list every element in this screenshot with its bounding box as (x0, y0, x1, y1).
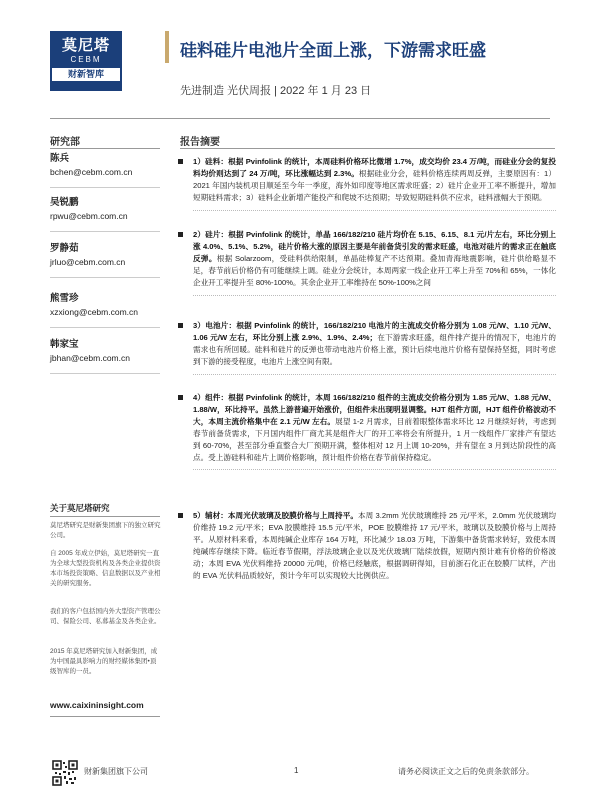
analyst-divider (50, 148, 160, 149)
analyst-card (50, 196, 160, 232)
about-paragraph: 2015 年莫尼塔研究加入财新集团，成为中国最具影响力的财经媒体集团•顶级智库的一员。 (50, 648, 158, 675)
summary-item-auxiliary (178, 510, 556, 581)
analyst-heading: 研究部 (50, 137, 80, 148)
website-link[interactable]: www.caixininsight.com (50, 700, 144, 710)
summary-text (193, 156, 556, 204)
summary-body: 根据硅业分会，硅料价格连续两周反弹，主要原因有：1）2021 年国内装机项目顺延至今年一季度，海外如印度等地区需求旺盛；2）硅片企业开工率不断提升，增加短期硅料需求；3）硅料企业新增产能投产和爬坡不达预期；导致短期硅料供不应求，硅料涨幅大于预期。 (193, 168, 556, 202)
header-divider (50, 118, 550, 119)
analyst-email[interactable]: jrluo@cebm.com.cn (50, 257, 126, 267)
summary-separator (193, 210, 556, 211)
analyst-card (50, 242, 160, 278)
summary-lead: 3）电池片：根据 Pvinfolink 的统计，166/182/210 电池片的主流成交价格分别为 1.08 元/W、1.10 元/W、1.06 元/W 左右，环比分别上涨 2.9%、1.9%、2.4%； (193, 321, 556, 342)
summary-separator (193, 374, 556, 375)
website-divider (50, 716, 160, 717)
bullet-icon (178, 323, 183, 328)
about-paragraph: 莫尼塔研究是财新集团旗下的独立研究公司。 (50, 522, 161, 539)
summary-text (193, 510, 556, 581)
page-number: 1 (294, 766, 299, 775)
about-paragraph: 我们的客户包括国内外大型资产管理公司、保险公司、私募基金及各类企业。 (50, 608, 161, 625)
analyst-separator (50, 327, 160, 328)
logo-sub: 财新智库 (52, 68, 120, 81)
summary-lead: 1）硅料：根据 Pvinfolink 的统计，本周硅料价格环比微增 1.7%，成交均价 23.4 万/吨，而硅业分会的复投料均价则达到了 24 万/吨，环比涨幅达到 2.3%。 (193, 157, 556, 178)
summary-item-silicon (178, 156, 556, 211)
about-paragraph: 自 2005 年成立伊始，莫尼塔研究一直为全球大型投资机构及各类企业提供资本市场投资策略、信息数据以及产业相关的研究服务。 (50, 550, 161, 587)
summary-item-module (178, 392, 556, 470)
analyst-name: 吴锐鹏 (50, 197, 79, 208)
bullet-icon (178, 159, 183, 164)
logo-en: CEBM (70, 55, 102, 64)
analyst-card (50, 152, 160, 188)
bullet-icon (178, 395, 183, 400)
summary-body: 展望 1-2 月需求，目前着眼整体需求环比 12 月继续好转，考虑到春节前备货需求，下月国内组件厂商尤其是组件大厂的开工率将会有所提升，1 月一线组件厂家排产有望达到 60-70%，甚至部分垂直整合大厂预期开满，整体相对 12 月上调 10-20%，并有望在 3 月到达阶段性的高点。受上游硅料和硅片上调价格影响，预计组件价格在春节前保持稳定。 (193, 416, 556, 462)
analyst-email[interactable]: rpwu@cebm.com.cn (50, 211, 128, 221)
logo-cn: 莫尼塔 (61, 37, 110, 54)
summary-heading: 报告摘要 (180, 137, 220, 148)
summary-body: 在下游需求旺盛，组件排产提升的情况下，电池片的需求也有所回暖。硅料和硅片的反弹也带动电池片价格上涨，预计后续电池片价格有望保持坚挺，同时考虑到下游的接受程度，电池片上涨空间有限。 (193, 332, 556, 366)
company-logo (50, 31, 122, 91)
about-divider (50, 516, 160, 517)
analyst-email[interactable]: xzxiong@cebm.com.cn (50, 307, 138, 317)
summary-text (193, 320, 556, 368)
qr-code-icon (52, 760, 78, 786)
bullet-icon (178, 513, 183, 518)
title-accent-bar (165, 31, 169, 63)
report-subtitle: 先进制造 光伏周报 | 2022 年 1 月 23 日 (180, 85, 372, 97)
analyst-name: 韩家宝 (50, 339, 79, 350)
analyst-name: 罗静茹 (50, 243, 79, 254)
analyst-card (50, 338, 160, 374)
summary-text (193, 392, 556, 463)
summary-body: 根据 Solarzoom，受硅料供给限制，单晶硅棒复产不达预期。叠加青海地震影响，硅片供给略显不足，春节前后价格仍有可能继续上调。硅业分会统计，本周两家一线企业开工率上升至 70%和 65%，一体化企业开工率提升至 80%-100%。其余企业开工率维持在 50%-100%之间 (193, 253, 557, 287)
analyst-separator (50, 187, 160, 188)
analyst-name: 熊雪珍 (50, 293, 79, 304)
analyst-name: 陈兵 (50, 153, 70, 164)
summary-item-cell (178, 320, 556, 375)
summary-body: 本周 3.2mm 光伏玻璃维持 25 元/平米，2.0mm 光伏玻璃均价维持 19.2 元/平米；EVA 胶膜维持 15.5 元/平米，POE 胶膜维持 17 元/平米，玻璃以及胶膜价格与上周持平。从原材料来看，本周纯碱企业库存 164 万吨，环比减少 18.03 万吨，下游集中备货需求转好，致使本周纯碱库存继续下降。临近春节假期，浮法玻璃企业以及光伏玻璃厂陆续放假，短期内预计难有价格的价格波动；本周 EVA 光伏料维持 20000 元/吨，价格已经触底，根据调研得知，目前浙石化正在胶膜厂试样，产出的 EVA 光伏料品质较好，预计今年可以实现较大比例供应。 (193, 511, 556, 580)
analyst-separator (50, 277, 160, 278)
summary-lead: 2）硅片：根据 Pvinfolink 的统计，单晶 166/182/210 硅片均价在 5.15、6.15、8.1 元/片左右，环比分别上涨 4.0%、5.1%、5.2%，硅片价格大涨的原因主要是年前备货引发的需求旺盛，电池对硅片的需求正在触底反弹。 (193, 230, 556, 263)
summary-lead: 4）组件：根据 Pvinfolink 的统计，本周 166/182/210 组件的主流成交价格分别为 1.85 元/W、1.88 元/W、1.88/W，环比持平。虽然上游普遍开始涨价，但组件未出现明显调整。HJT 组件方面，HJT 组件价格波动不大，本周主流价格集中在 2.1 元/W 左右。 (193, 393, 556, 426)
summary-divider (180, 148, 555, 149)
summary-item-wafer (178, 229, 556, 296)
analyst-separator (50, 231, 160, 232)
about-heading: 关于莫尼塔研究 (50, 503, 110, 513)
summary-separator (193, 469, 556, 470)
footer-disclaimer: 请务必阅读正文之后的免责条款部分。 (398, 767, 534, 776)
footer-company: 财新集团旗下公司 (84, 767, 148, 776)
analyst-separator (50, 373, 160, 374)
analyst-email[interactable]: bchen@cebm.com.cn (50, 167, 133, 177)
analyst-email[interactable]: jbhan@cebm.com.cn (50, 353, 130, 363)
bullet-icon (178, 232, 183, 237)
analyst-card (50, 292, 160, 328)
summary-lead: 5）辅材：本周光伏玻璃及胶膜价格与上周持平。 (193, 511, 359, 520)
summary-separator (193, 295, 556, 296)
summary-text (193, 229, 556, 289)
report-title: 硅料硅片电池片全面上涨，下游需求旺盛 (180, 41, 486, 60)
